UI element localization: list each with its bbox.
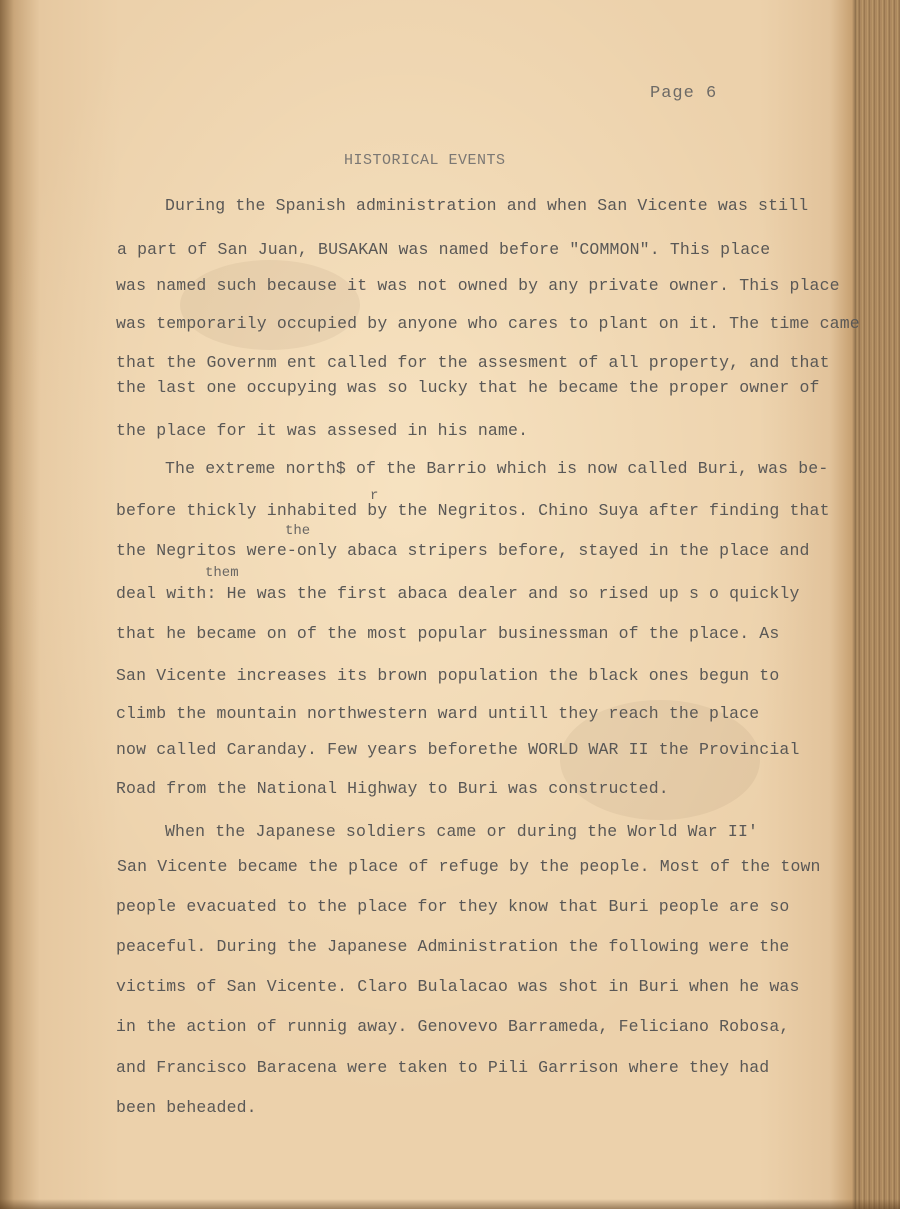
text-line: was named such because it was not owned by any private owner. This place (116, 276, 840, 295)
text-line: deal with: He was the first abaca dealer and so rised up s o quickly (116, 584, 800, 603)
interlinear-insert: the (285, 523, 311, 539)
text-line: When the Japanese soldiers came or during the World War II' (165, 822, 759, 841)
page-edge-stack (856, 0, 900, 1209)
text-line: During the Spanish administration and when San Vicente was still (165, 196, 809, 215)
text-line: the Negritos were-only abaca stripers before, stayed in the place and (116, 541, 810, 560)
paper-stain (180, 260, 360, 350)
text-line: people evacuated to the place for they know that Buri people are so (116, 897, 790, 916)
text-line: now called Caranday. Few years beforethe WORLD WAR II the Provincial (116, 740, 800, 759)
text-line: San Vicente became the place of refuge by the people. Most of the town (117, 857, 821, 876)
text-line: the place for it was assesed in his name. (116, 421, 529, 440)
text-line: been beheaded. (116, 1098, 257, 1117)
interlinear-insert: them (205, 565, 239, 581)
text-line: The extreme north$ of the Barrio which is now called Buri, was be- (165, 459, 829, 478)
text-line: in the action of runnig away. Genovevo Barrameda, Feliciano Robosa, (116, 1017, 790, 1036)
text-line: that the Governm ent called for the assesment of all property, and that (116, 353, 830, 372)
bottom-shadow (0, 1199, 900, 1209)
text-line: San Vicente increases its brown population the black ones begun to (116, 666, 780, 685)
text-line: climb the mountain northwestern ward untill they reach the place (116, 704, 760, 723)
text-line: peaceful. During the Japanese Administration the following were the (116, 937, 790, 956)
text-line: victims of San Vicente. Claro Bulalacao was shot in Buri when he was (116, 977, 800, 996)
text-line: was temporarily occupied by anyone who cares to plant on it. The time came (116, 314, 860, 333)
text-line: before thickly inhabited by the Negritos. Chino Suya after finding that (116, 501, 830, 520)
text-line: and Francisco Baracena were taken to Pili Garrison where they had (116, 1058, 770, 1077)
text-line: Road from the National Highway to Buri was constructed. (116, 779, 669, 798)
text-line: that he became on of the most popular businessman of the place. As (116, 624, 780, 643)
section-heading: HISTORICAL EVENTS (344, 152, 506, 169)
text-line: the last one occupying was so lucky that he became the proper owner of (116, 378, 820, 397)
interlinear-insert: r (370, 488, 379, 504)
text-line: a part of San Juan, BUSAKAN was named before "COMMON". This place (117, 240, 771, 259)
page-number: Page 6 (650, 84, 718, 103)
